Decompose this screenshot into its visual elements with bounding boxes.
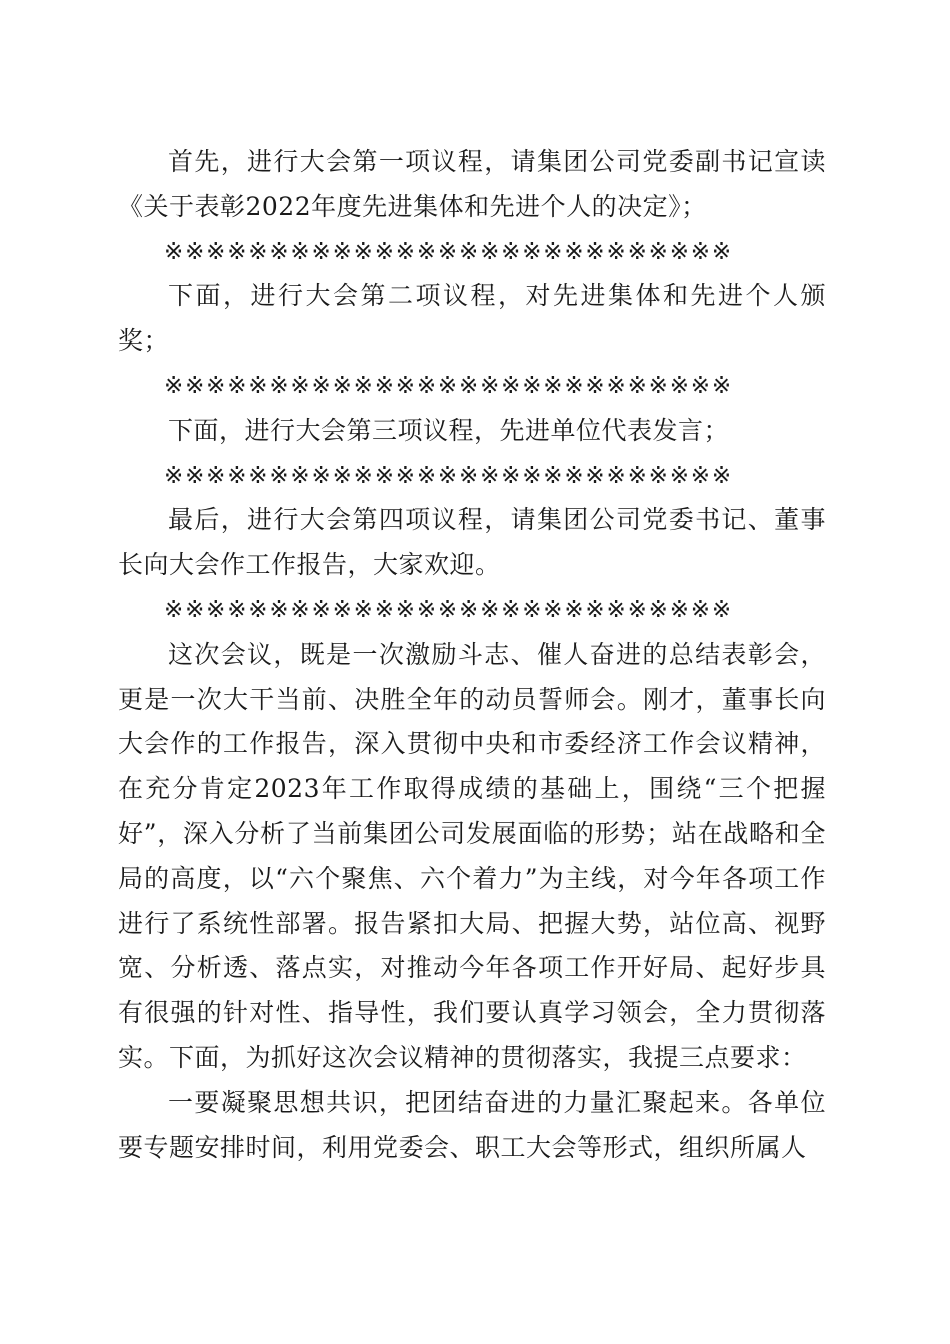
separator-line: ※※※※※※※※※※※※※※※※※※※※※※※※※※※ [164,238,733,265]
document-page [118,140,826,1170]
paragraph-agenda-one: 首先，进行大会第一项议程，请集团公司党委副书记宣读《关于表彰2022年度先进集体和先进个人的决定》； [118,147,826,221]
paragraph-agenda-two: 下面，进行大会第二项议程，对先进集体和先进个人颁奖； [118,281,826,356]
paragraph-meeting-summary: 这次会议，既是一次激励斗志、催人奋进的总结表彰会，更是一次大干当前、决胜全年的动员誓师会。刚才，董事长向大会作的工作报告，深入贯彻中央和市委经济工作会议精神，在充分肯定2023年工作取得成绩的基础上，围绕“三个把握好”，深入分析了当前集团公司发展面临的形势；站在战略和全局的高度，以“六个聚焦、六个着力”为主线，对今年各项工作进行了系统性部署。报告紧扣大局、把握大势，站位高、视野宽、分析透、落点实，对推动今年各项工作开好局、起好步具有很强的针对性、指导性，我们要认真学习领会，全力贯彻落实。下面，为抓好这次会议精神的贯彻落实，我提三点要求： [118,639,826,1072]
separator-line: ※※※※※※※※※※※※※※※※※※※※※※※※※※※ [164,596,733,623]
separator-line: ※※※※※※※※※※※※※※※※※※※※※※※※※※※ [164,372,733,399]
paragraph-agenda-three: 下面，进行大会第三项议程，先进单位代表发言； [168,415,730,445]
paragraph-requirement-one: 一要凝聚思想共识，把团结奋进的力量汇聚起来。各单位要专题安排时间，利用党委会、职工大会等形式，组织所属人 [118,1087,826,1162]
paragraph-agenda-four: 最后，进行大会第四项议程，请集团公司党委书记、董事长向大会作工作报告，大家欢迎。 [118,505,826,580]
separator-line: ※※※※※※※※※※※※※※※※※※※※※※※※※※※ [164,462,733,489]
